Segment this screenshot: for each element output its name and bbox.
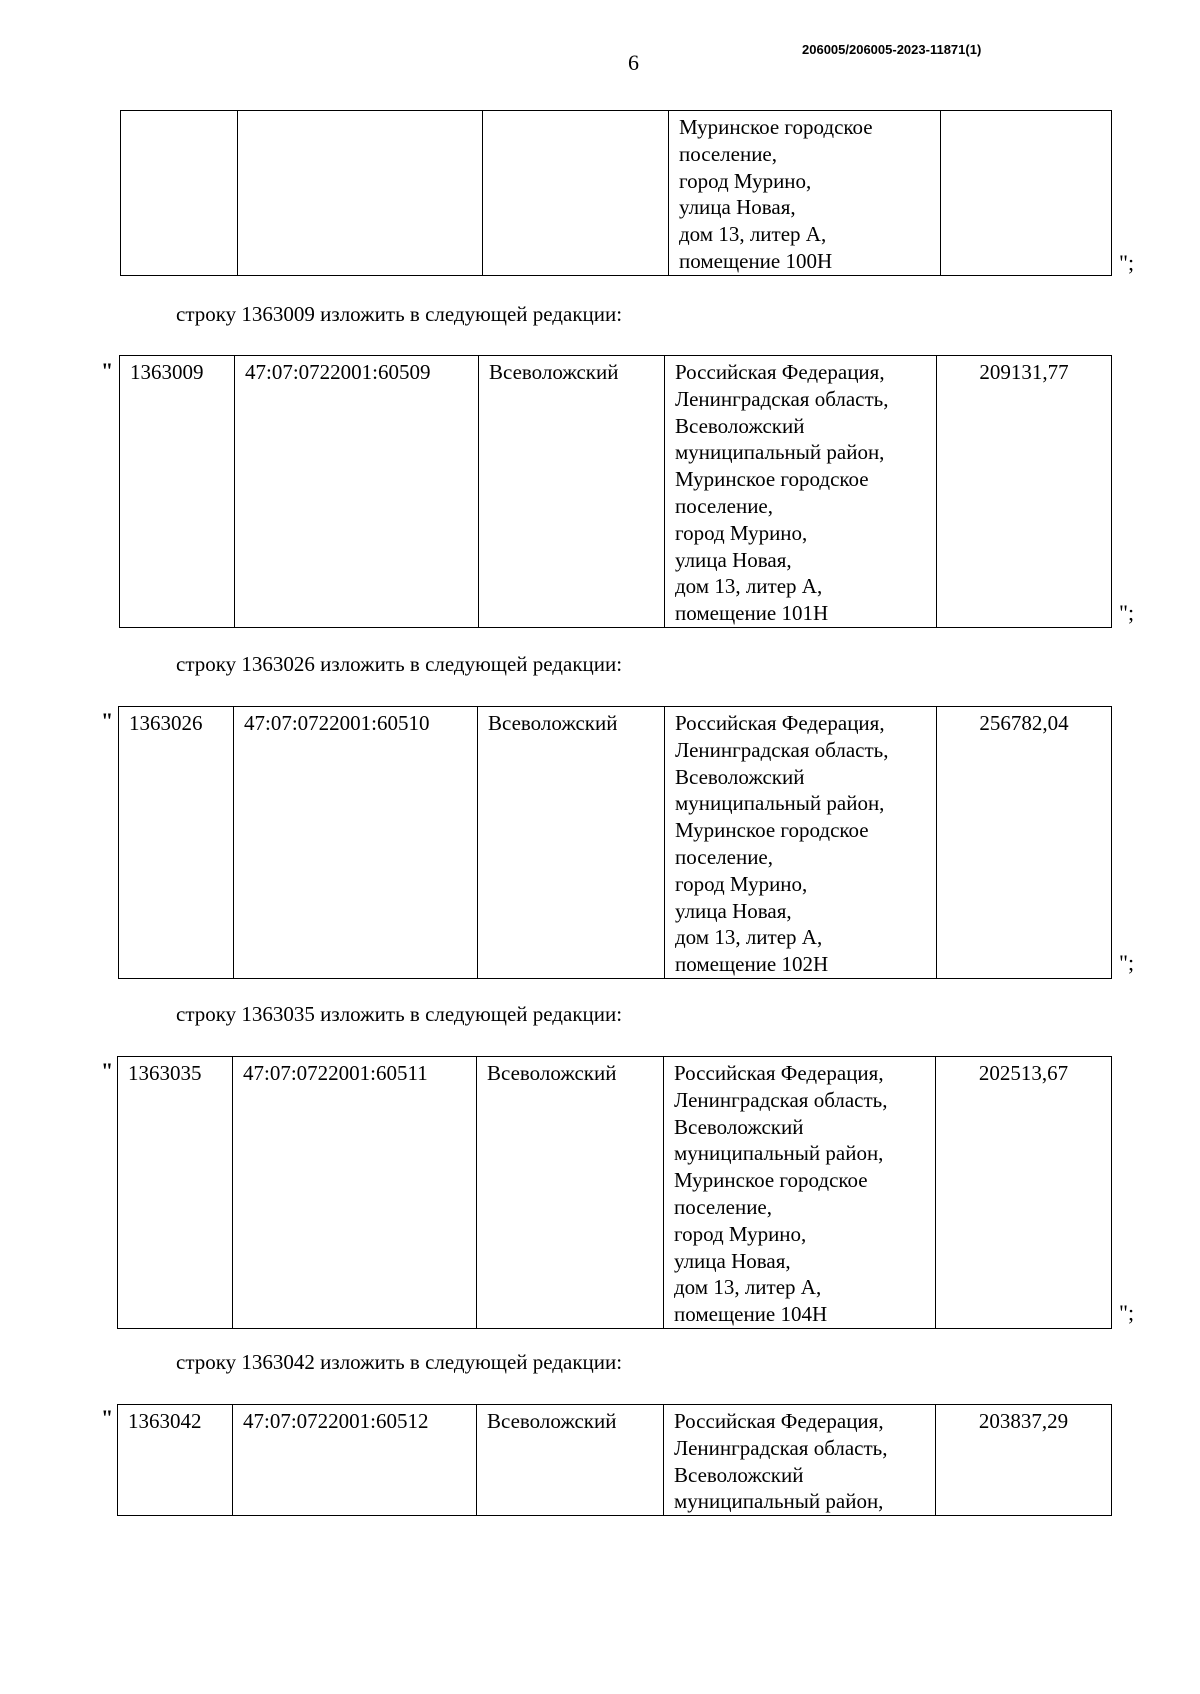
address-line: Муринское городское (675, 467, 869, 492)
address-line: помещение 102Н (675, 952, 829, 977)
address-line: помещение 104Н (674, 1302, 828, 1327)
document-code: 206005/206005-2023-11871(1) (802, 42, 982, 57)
address-line: город Мурино, (675, 520, 808, 545)
address-line: Российская Федерация, (675, 711, 885, 735)
address-line: Муринское городское (675, 818, 869, 843)
address-line: Муринское городское (674, 1168, 868, 1193)
number-cell: 1363035 (118, 1057, 233, 1329)
district-cell: Всеволожский (477, 1405, 664, 1516)
address-cell (664, 1057, 936, 1329)
opening-quote: " (101, 1058, 114, 1083)
opening-quote: " (101, 1405, 114, 1430)
closing-quote: "; (1119, 1300, 1135, 1325)
address-line: Ленинградская область, (675, 737, 889, 762)
address-cell (665, 707, 937, 979)
cadastral-cell: 47:07:0722001:60510 (234, 707, 478, 979)
address-line: муниципальный район, (674, 1141, 884, 1166)
address-line: город Мурино, (679, 168, 812, 193)
address-line: дом 13, литер А, (679, 222, 827, 247)
opening-quote: " (101, 708, 114, 733)
address-line: Всеволожский (674, 1462, 804, 1487)
edit-instruction: строку 1363042 изложить в следующей редакции: (176, 1350, 623, 1374)
district-cell: Всеволожский (477, 1057, 664, 1329)
address-line: поселение, (674, 1194, 773, 1219)
address-line: помещение 100Н (679, 248, 833, 273)
number-cell: 1363026 (119, 707, 234, 979)
address-cell (664, 1405, 936, 1516)
address-line: муниципальный район, (675, 440, 885, 465)
cost-cell: 203837,29 (936, 1405, 1112, 1516)
cadastral-cell (238, 111, 483, 276)
entry-table (118, 706, 1112, 979)
address-line: Ленинградская область, (674, 1087, 888, 1112)
address-line: Всеволожский (675, 413, 805, 438)
address-line: поселение, (675, 493, 774, 518)
table-row (118, 1057, 1112, 1329)
address-line: дом 13, литер А, (675, 574, 823, 599)
district-cell: Всеволожский (479, 356, 665, 628)
closing-quote: "; (1119, 600, 1135, 625)
entry-table (117, 1056, 1112, 1329)
address-line: Российская Федерация, (674, 1061, 884, 1085)
address-line: Всеволожский (675, 764, 805, 789)
address-line: улица Новая, (675, 547, 792, 572)
cadastral-cell: 47:07:0722001:60512 (233, 1405, 477, 1516)
closing-quote: "; (1119, 950, 1135, 975)
edit-instruction: строку 1363035 изложить в следующей редакции: (176, 1002, 623, 1026)
address-line: улица Новая, (674, 1248, 791, 1273)
address-line: улица Новая, (675, 898, 792, 923)
address-line: помещение 101Н (675, 601, 829, 626)
cadastral-cell: 47:07:0722001:60511 (233, 1057, 477, 1329)
closing-quote: "; (1119, 250, 1135, 275)
address-line: муниципальный район, (674, 1489, 884, 1514)
table-row (121, 111, 1112, 276)
edit-instruction: строку 1363026 изложить в следующей редакции: (176, 652, 623, 676)
table-row (118, 1405, 1112, 1516)
district-cell: Всеволожский (478, 707, 665, 979)
address-line: Российская Федерация, (674, 1409, 884, 1433)
address-line: Всеволожский (674, 1114, 804, 1139)
address-cell (665, 356, 937, 628)
address-line: город Мурино, (674, 1221, 807, 1246)
entry-table (119, 355, 1112, 628)
address-cell (669, 111, 941, 276)
district-cell (483, 111, 669, 276)
table-row (119, 707, 1112, 979)
cost-cell: 256782,04 (937, 707, 1112, 979)
edit-instruction: строку 1363009 изложить в следующей редакции: (176, 302, 623, 326)
continuation-table (120, 110, 1112, 276)
cost-cell: 202513,67 (936, 1057, 1112, 1329)
address-line: город Мурино, (675, 871, 808, 896)
table-row (120, 356, 1112, 628)
address-line: Муринское городское (679, 115, 873, 139)
address-line: Ленинградская область, (674, 1435, 888, 1460)
cost-cell (941, 111, 1112, 276)
number-cell: 1363042 (118, 1405, 233, 1516)
cadastral-cell: 47:07:0722001:60509 (235, 356, 479, 628)
opening-quote: " (101, 358, 114, 383)
address-line: улица Новая, (679, 195, 796, 220)
address-line: поселение, (679, 141, 778, 166)
page-number: 6 (628, 50, 639, 75)
address-line: дом 13, литер А, (674, 1275, 822, 1300)
address-line: поселение, (675, 844, 774, 869)
cost-cell: 209131,77 (937, 356, 1112, 628)
address-line: Ленинградская область, (675, 386, 889, 411)
address-line: муниципальный район, (675, 791, 885, 816)
number-cell (121, 111, 238, 276)
address-line: Российская Федерация, (675, 360, 885, 384)
number-cell: 1363009 (120, 356, 235, 628)
entry-table (117, 1404, 1112, 1516)
address-line: дом 13, литер А, (675, 925, 823, 950)
